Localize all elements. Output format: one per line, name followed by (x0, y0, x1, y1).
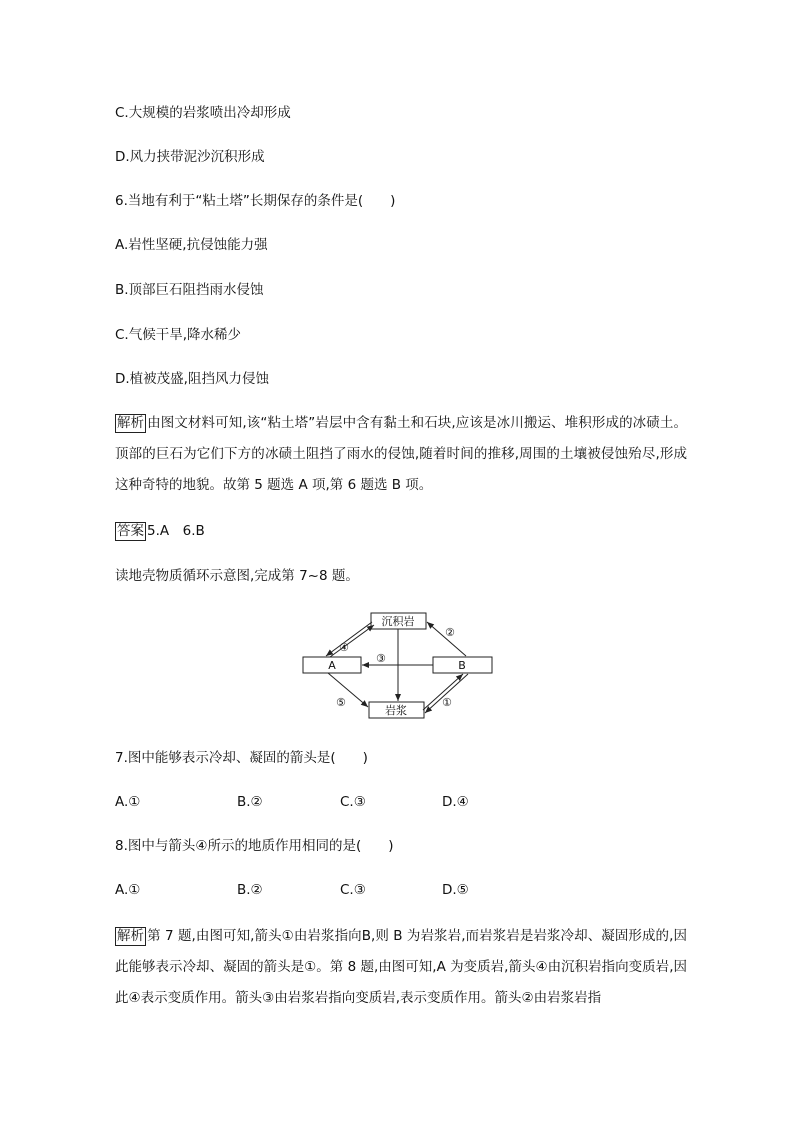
box-b-label: B (458, 659, 466, 672)
q8-option-b: B.② (237, 882, 263, 898)
arrow-sed-to-a (326, 622, 372, 656)
arrow-label-3: ③ (376, 652, 386, 665)
diagram-intro: 读地壳物质循环示意图,完成第 7~8 题。 (115, 568, 359, 584)
analysis-tag: 解析 (117, 415, 144, 431)
answer-text: 5.A 6.B (147, 523, 205, 539)
q6-option-a: A.岩性坚硬,抗侵蚀能力强 (115, 237, 268, 253)
analysis-7-8 (115, 921, 687, 1014)
analysis-text: 第 7 题,由图可知,箭头①由岩浆指向B,则 B 为岩浆岩,而岩浆岩是岩浆冷却、凝固形成的,因此能够表示冷却、凝固的箭头是①。第 8 题,由图可知,A 为变质岩,箭头④由沉积岩指向变质岩,因此④表示变质作用。箭头③由岩浆岩指向变质岩,表示变质作用。箭头②由岩浆岩指 (115, 928, 687, 1006)
crust-cycle-diagram (290, 606, 510, 724)
arrow-label-5: ⑤ (336, 696, 346, 709)
q5-option-d: D.风力挟带泥沙沉积形成 (115, 149, 265, 165)
q5-option-c: C.大规模的岩浆喷出冷却形成 (115, 105, 291, 121)
analysis-text: 由图文材料可知,该“粘土塔”岩层中含有黏土和石块,应该是冰川搬运、堆积形成的冰碛土。顶部的巨石为它们下方的冰碛土阻挡了雨水的侵蚀,随着时间的推移,周围的土壤被侵蚀殆尽,形成这种奇特的地貌。故第 5 题选 A 项,第 6 题选 B 项。 (115, 415, 687, 493)
box-magma-label: 岩浆 (385, 704, 407, 717)
analysis-tag: 解析 (117, 928, 144, 944)
arrow-label-1: ① (442, 696, 452, 709)
q8-option-c: C.③ (340, 882, 366, 898)
q6-option-b: B.顶部巨石阻挡雨水侵蚀 (115, 282, 264, 298)
q7-option-b: B.② (237, 794, 263, 810)
q8-option-d: D.⑤ (442, 882, 469, 898)
box-sedimentary-label: 沉积岩 (381, 615, 415, 628)
q8-stem: 8.图中与箭头④所示的地质作用相同的是( ) (115, 838, 394, 854)
arrow-label-4: ④ (339, 641, 349, 654)
q8-option-a: A.① (115, 882, 141, 898)
q7-option-c: C.③ (340, 794, 366, 810)
q6-option-c: C.气候干旱,降水稀少 (115, 327, 242, 343)
q7-stem: 7.图中能够表示冷却、凝固的箭头是( ) (115, 750, 368, 766)
q6-option-d: D.植被茂盛,阻挡风力侵蚀 (115, 371, 269, 387)
answer-tag: 答案 (117, 523, 144, 539)
q6-stem: 6.当地有利于“粘土塔”长期保存的条件是( ) (115, 193, 396, 209)
q7-option-a: A.① (115, 794, 141, 810)
analysis-5-6 (115, 408, 687, 501)
arrow-5-a-to-magma (328, 673, 368, 707)
box-a-label: A (328, 659, 336, 672)
arrow-label-2: ② (445, 626, 455, 639)
answer-5-6 (115, 521, 205, 541)
arrow-a-to-sed (330, 625, 374, 657)
q7-option-d: D.④ (442, 794, 469, 810)
